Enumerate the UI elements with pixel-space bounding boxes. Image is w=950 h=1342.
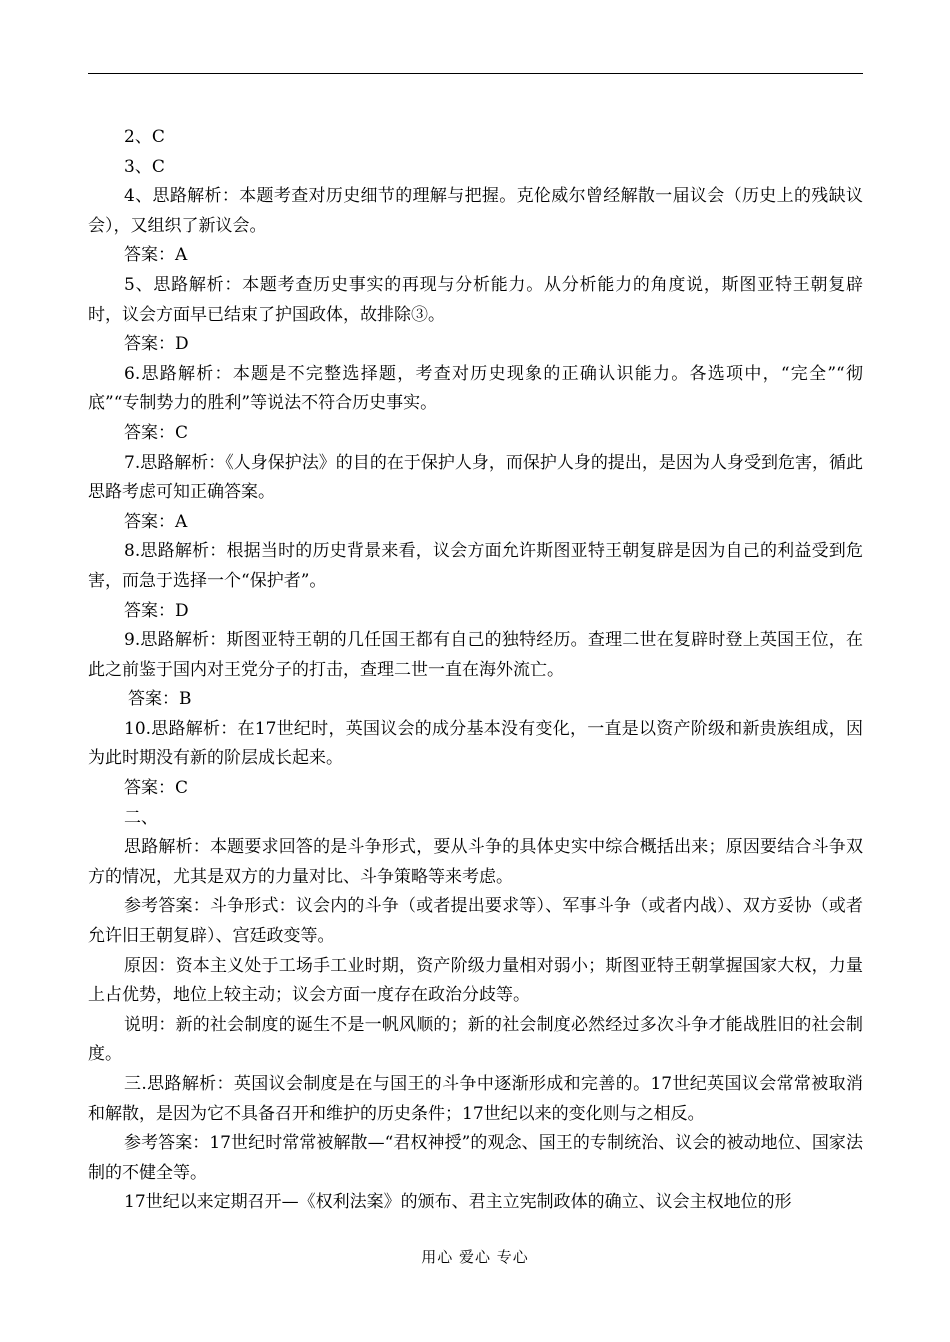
answer-line: 答案：D [124,334,189,355]
document-body [88,123,863,1218]
reference-answer-paragraph: 17世纪以来定期召开—《权利法案》的颁布、君主立宪制政体的确立、议会主权地位的形 [124,1192,792,1213]
answer-line: 答案：D [124,600,189,621]
answer-line: 答案：A [124,511,188,532]
explanation-paragraph: 思路解析：本题要求回答的是斗争形式，要从斗争的具体史实中综合概括出来；原因要结合斗争双方的情况，尤其是双方的力量对比、斗争策略等来考虑。 [88,837,863,887]
section-heading: 二、 [124,807,158,828]
explanation-paragraph: 4、思路解析：本题考查对历史细节的理解与把握。克伦威尔曾经解散一届议会（历史上的残缺议会），又组织了新议会。 [88,186,863,236]
explanation-paragraph: 10.思路解析：在17世纪时，英国议会的成分基本没有变化，一直是以资产阶级和新贵族组成，因为此时期没有新的阶层成长起来。 [88,718,863,769]
answer-line: 答案：B [128,689,192,710]
explanation-paragraph: 三.思路解析：英国议会制度是在与国王的斗争中逐渐形成和完善的。17世纪英国议会常常被取消和解散，是因为它不具备召开和维护的历史条件；17世纪以来的变化则与之相反。 [88,1074,863,1124]
explanation-paragraph: 8.思路解析：根据当时的历史背景来看，议会方面允许斯图亚特王朝复辟是因为自己的利益受到危害，而急于选择一个“保护者”。 [88,541,863,591]
reference-answer-paragraph: 参考答案：斗争形式：议会内的斗争（或者提出要求等）、军事斗争（或者内战）、双方妥协（或者允许旧王朝复辟）、宫廷政变等。 [88,896,863,947]
reason-paragraph: 原因：资本主义处于工场手工业时期，资产阶级力量相对弱小；斯图亚特王朝掌握国家大权，力量上占优势，地位上较主动；议会方面一度存在政治分歧等。 [88,955,863,1006]
explanation-paragraph: 5、思路解析：本题考查历史事实的再现与分析能力。从分析能力的角度说，斯图亚特王朝复辟时，议会方面早已结束了护国政体，故排除③。 [88,274,863,325]
page-footer: 用心 爱心 专心 [421,1248,529,1266]
answer-line: 答案：C [124,422,189,443]
header-rule [88,73,863,74]
answer-line: 答案：C [124,778,189,799]
explanation-paragraph: 6.思路解析：本题是不完整选择题，考查对历史现象的正确认识能力。各选项中，“完全”“彻底”“专制势力的胜利”等说法不符合历史事实。 [88,363,863,414]
answer-line: 答案：A [124,245,188,266]
explanation-paragraph: 7.思路解析：《人身保护法》的目的在于保护人身，而保护人身的提出，是因为人身受到危害，循此思路考虑可知正确答案。 [88,452,863,503]
reference-answer-paragraph: 参考答案：17世纪时常常被解散—“君权神授”的观念、国王的专制统治、议会的被动地位、国家法制的不健全等。 [88,1133,863,1183]
note-paragraph: 说明：新的社会制度的诞生不是一帆风顺的；新的社会制度必然经过多次斗争才能战胜旧的社会制度。 [88,1014,863,1065]
explanation-paragraph: 9.思路解析：斯图亚特王朝的几任国王都有自己的独特经历。查理二世在复辟时登上英国王位，在此之前鉴于国内对王党分子的打击，查理二世一直在海外流亡。 [88,630,863,680]
answer-line: 2、C [124,127,165,147]
answer-line: 3、C [124,156,165,177]
